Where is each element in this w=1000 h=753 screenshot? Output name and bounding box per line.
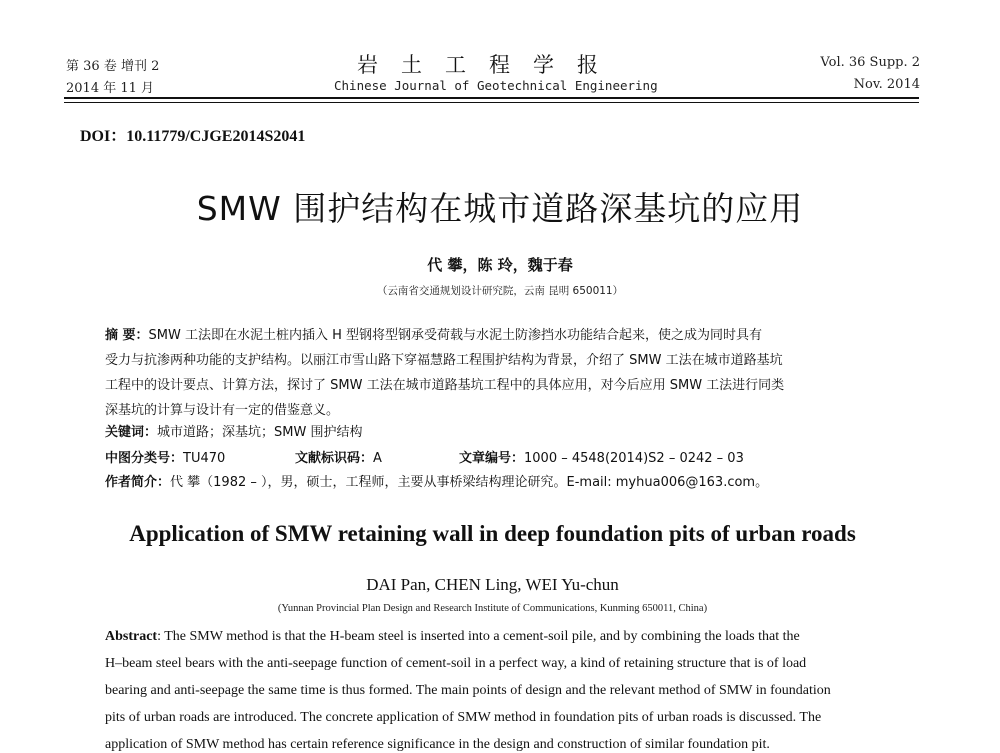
article-no-label: 文章编号： <box>459 451 525 466</box>
publication-date: 2014 年 11 月 <box>66 81 155 96</box>
abstract-cn-label: 摘 要： <box>105 328 149 343</box>
bio-text: 代 攀（1982 – ），男，硕士，工程师，主要从事桥梁结构理论研究。E-mail: myhua006@163.com。 <box>170 475 769 490</box>
header-rule-thick <box>64 97 919 99</box>
author-bio <box>105 471 768 490</box>
bio-label: 作者简介： <box>105 475 171 490</box>
abstract-en-line-5: application of SMW method has certain reference significance in the design and construction of similar foundation pit. <box>105 737 770 752</box>
abstract-en-line-3: bearing and anti-seepage the same time is thus formed. The main points of design and the relevant method of SMW in foundation <box>105 683 831 698</box>
authors-cn: 代 攀，陈 玲，魏于春 <box>427 256 573 274</box>
volume-supp-en: Vol. 36 Supp. 2 <box>820 55 920 70</box>
date-en: Nov. 2014 <box>853 77 920 92</box>
paper-title-cn: SMW 围护结构在城市道路深基坑的应用 <box>196 189 804 228</box>
authors-en: DAI Pan, CHEN Ling, WEI Yu-chun <box>366 575 619 594</box>
header-rule-thin <box>64 102 919 103</box>
abstract-cn-text: SMW 工法即在水泥土桩内插入 H 型钢将型钢承受荷载与水泥土防渗挡水功能结合起来，使之成为同时具有 <box>148 328 763 343</box>
clc-label: 中图分类号： <box>105 451 184 466</box>
journal-title-en: Chinese Journal of Geotechnical Engineering <box>334 78 658 93</box>
clc-number <box>105 447 225 466</box>
keywords-cn-label: 关键词： <box>105 425 158 440</box>
article-number <box>459 447 744 466</box>
affiliation-cn: （云南省交通规划设计研究院，云南 昆明 650011） <box>376 285 624 297</box>
doc-code-value: A <box>373 451 382 466</box>
doc-code-label: 文献标识码： <box>295 451 374 466</box>
volume-issue: 第 36 卷 增刊 2 <box>66 59 160 74</box>
keywords-cn <box>105 421 362 440</box>
abstract-en-text: : The SMW method is that the H-beam steel is inserted into a cement-soil pile, and by combining the loads that the <box>157 629 800 644</box>
clc-value: TU470 <box>183 451 226 466</box>
keywords-cn-text: 城市道路；深基坑；SMW 围护结构 <box>157 425 363 440</box>
journal-title-cn: 岩土工程学报 <box>357 53 621 77</box>
affiliation-en: (Yunnan Provincial Plan Design and Research Institute of Communications, Kunming 650011, China) <box>277 603 708 614</box>
abstract-cn-line-4: 深基坑的计算与设计有一定的借鉴意义。 <box>105 403 340 418</box>
document-code <box>295 447 382 466</box>
abstract-cn-line-1 <box>105 324 762 343</box>
abstract-en-line-2: H–beam steel bears with the anti-seepage function of cement-soil in a perfect way, a kind of retaining structure that is of load <box>105 656 807 671</box>
abstract-en-line-1 <box>105 629 800 645</box>
doi: DOI：10.11779/CJGE2014S2041 <box>80 128 306 145</box>
paper-title-en: Application of SMW retaining wall in deep foundation pits of urban roads <box>129 521 856 546</box>
abstract-en-line-4: pits of urban roads are introduced. The concrete application of SMW method in foundation pits of urban roads is discussed. The <box>105 710 822 725</box>
abstract-cn-line-3: 工程中的设计要点、计算方法，探讨了 SMW 工法在城市道路基坑工程中的具体应用，对今后应用 SMW 工法进行同类 <box>105 378 785 393</box>
abstract-en-label: Abstract <box>105 629 158 644</box>
article-no-value: 1000 – 4548(2014)S2 – 0242 – 03 <box>524 451 744 466</box>
abstract-cn-line-2: 受力与抗渗两种功能的支护结构。以丽江市雪山路下穿福慧路工程围护结构为背景，介绍了 SMW 工法在城市道路基坑 <box>105 353 783 368</box>
